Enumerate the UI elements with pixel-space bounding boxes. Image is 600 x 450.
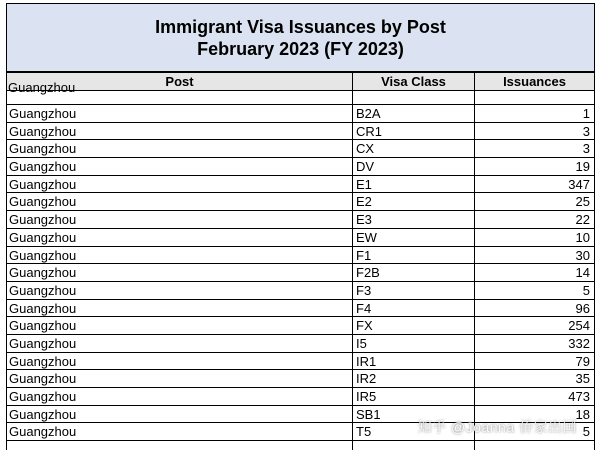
column-header-visa-class: Visa Class (352, 73, 474, 90)
cell-visa-class: EW (352, 229, 474, 246)
report-title-box (6, 3, 595, 72)
cell-issuances: 35 (474, 370, 595, 387)
table-row (6, 353, 595, 371)
table-row (6, 176, 595, 194)
cell-post: Guangzhou (6, 282, 352, 299)
cell-post: Guangzhou (6, 317, 352, 334)
cell-visa-class: E2 (352, 193, 474, 210)
cell-visa-class: E3 (352, 211, 474, 228)
cell-issuances: 5 (474, 282, 595, 299)
table-row (6, 247, 595, 265)
cell-post: Guangzhou (6, 300, 352, 317)
cell-issuances: 79 (474, 353, 595, 370)
table-row (6, 264, 595, 282)
cell-visa-class: I5 (352, 335, 474, 352)
cell-post: Guangzhou (6, 193, 352, 210)
table-row (6, 193, 595, 211)
cell-issuances: 347 (474, 176, 595, 193)
cell-issuances: 14 (474, 264, 595, 281)
cell-issuances: 1 (474, 105, 595, 122)
cell-issuances: 254 (474, 317, 595, 334)
report-title: Immigrant Visa Issuances by Post (155, 17, 446, 37)
table-row (6, 105, 595, 123)
cell-visa-class: IR1 (352, 353, 474, 370)
table-row (6, 140, 595, 158)
report-period: February 2023 (FY 2023) (197, 39, 404, 59)
cell-issuances: 18 (474, 406, 595, 423)
cell-post: Guangzhou (6, 211, 352, 228)
cell-issuances: 5 (474, 423, 595, 440)
cell-issuances: 25 (474, 193, 595, 210)
table-row (6, 211, 595, 229)
column-header-post: Post (6, 73, 352, 90)
table-row (6, 229, 595, 247)
cell-visa-class: F4 (352, 300, 474, 317)
table-row (6, 388, 595, 406)
cell-post: Guangzhou (6, 406, 352, 423)
cell-post: Guangzhou (6, 264, 352, 281)
cell-issuances: 332 (474, 335, 595, 352)
cell-visa-class: DV (352, 158, 474, 175)
table-header (6, 72, 595, 91)
cell-issuances: 22 (474, 211, 595, 228)
table-rows (6, 105, 595, 441)
cell-issuances: 96 (474, 300, 595, 317)
cell-post: Guangzhou (6, 229, 352, 246)
cell-post: Guangzhou (6, 105, 352, 122)
cell-post: Guangzhou (6, 140, 352, 157)
watermark: 知乎 @Joanna 侨家出国 (417, 419, 577, 435)
cell-visa-class: E1 (352, 176, 474, 193)
cell-visa-class: IR2 (352, 370, 474, 387)
cut-off-row-text: Guangzhou (8, 80, 76, 95)
cell-post: Guangzhou (6, 247, 352, 264)
cell-post: Guangzhou (6, 123, 352, 140)
cell-post: Guangzhou (6, 335, 352, 352)
cell-post: Guangzhou (6, 370, 352, 387)
cell-visa-class: CR1 (352, 123, 474, 140)
cell-visa-class: CX (352, 140, 474, 157)
cell-visa-class: F1 (352, 247, 474, 264)
cell-post: Guangzhou (6, 158, 352, 175)
cell-issuances: 473 (474, 388, 595, 405)
cell-visa-class: IR5 (352, 388, 474, 405)
cell-post: Guangzhou (6, 423, 352, 440)
cell-issuances: 30 (474, 247, 595, 264)
cell-issuances: 19 (474, 158, 595, 175)
table-row (6, 282, 595, 300)
table-row (6, 300, 595, 318)
cell-post: Guangzhou (6, 353, 352, 370)
column-header-issuances: Issuances (474, 73, 595, 90)
cell-visa-class: T5 (352, 423, 474, 440)
cell-post: Guangzhou (6, 388, 352, 405)
cell-visa-class: FX (352, 317, 474, 334)
cell-issuances: 10 (474, 229, 595, 246)
cell-visa-class: SB1 (352, 406, 474, 423)
document-page (6, 3, 595, 450)
table-row (6, 158, 595, 176)
table-row (6, 335, 595, 353)
cell-visa-class: F3 (352, 282, 474, 299)
table-row (6, 370, 595, 388)
cell-visa-class: F2B (352, 264, 474, 281)
table-row (6, 317, 595, 335)
cell-issuances: 3 (474, 123, 595, 140)
cell-post: Guangzhou (6, 176, 352, 193)
cell-visa-class: B2A (352, 105, 474, 122)
cell-issuances: 3 (474, 140, 595, 157)
table-row (6, 123, 595, 141)
